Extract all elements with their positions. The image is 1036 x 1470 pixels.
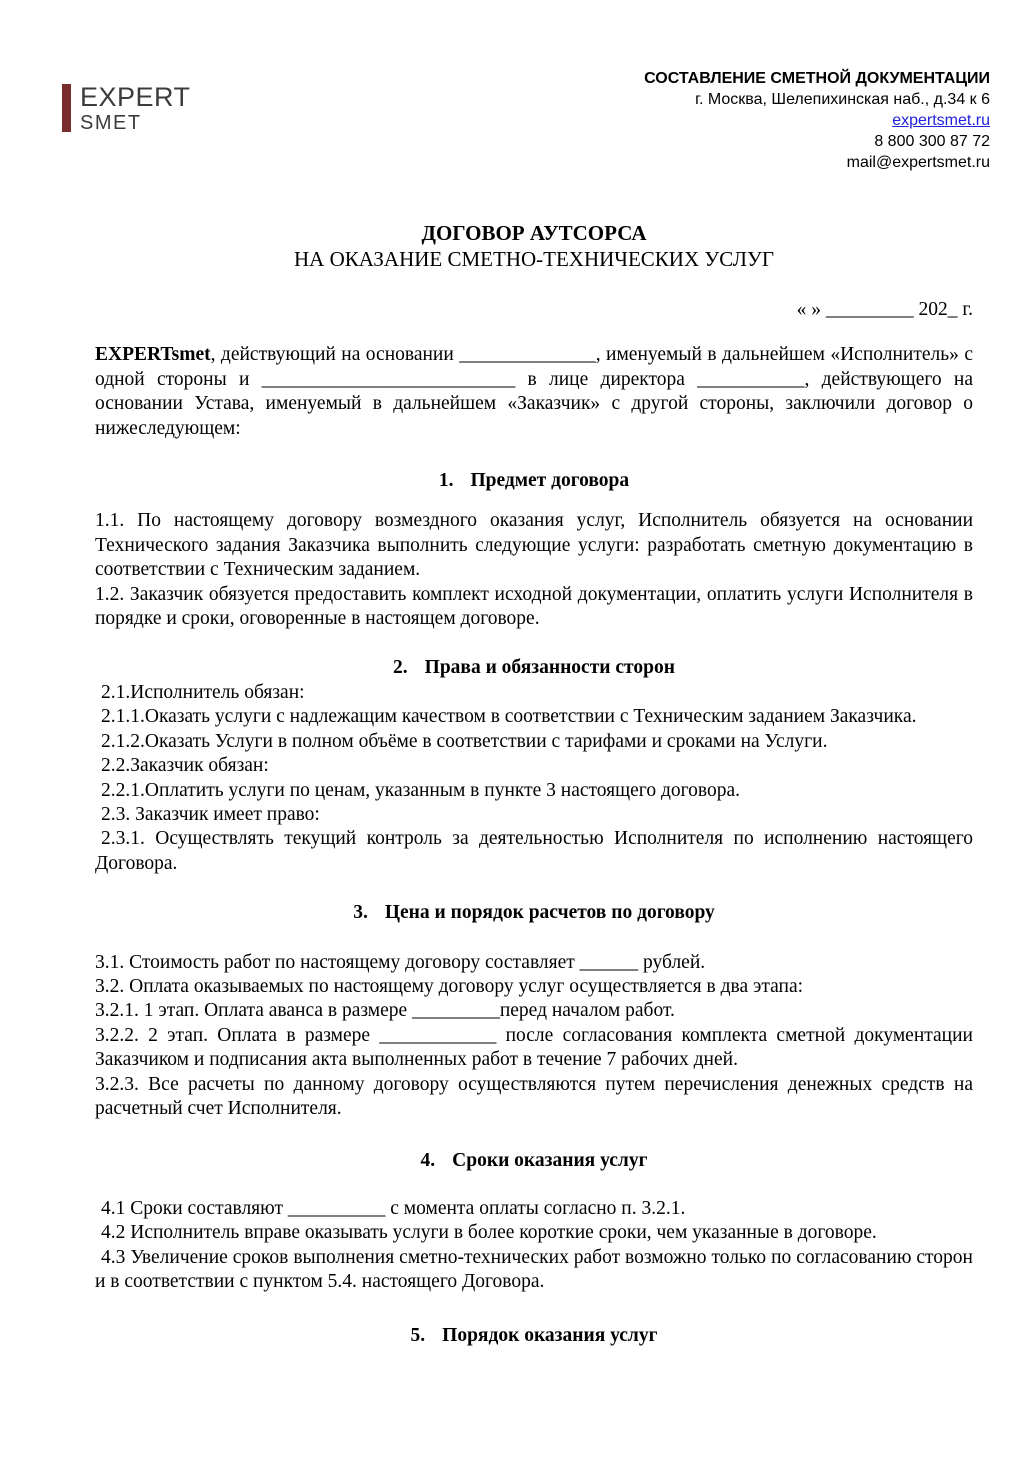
clause-1-1: 1.1. По настоящему договору возмездного оказания услуг, Исполнитель обязуется на основании Технического задания Заказчика выполнить следующие услуги: разработать сметную документацию в соответствии с Техническим заданием.: [95, 510, 973, 581]
section-1-number: 1.: [438, 470, 454, 492]
intro-text: , действующий на основании ______________, именуемый в дальнейшем «Исполнитель» с одной стороны и __________________________ в лице директора ___________, действующего на основании Устава, именуемый в дальнейшем «Заказчик» с другой стороны, заключили договор о нижеследующем:: [95, 344, 973, 439]
clause-2-1-2: 2.1.2.Оказать Услуги в полном объёме в соответствии с тарифами и сроками на Услуги.: [101, 730, 828, 752]
clause-3-2: 3.2. Оплата оказываемых по настоящему договору услуг осуществляется в два этапа:: [95, 975, 804, 997]
section-3-title: Цена и порядок расчетов по договору: [384, 902, 715, 924]
logo-text: [80, 84, 191, 133]
clause-3-1: 3.1. Стоимость работ по настоящему договору составляет ______ рублей.: [95, 951, 706, 973]
clause-2-2-1: 2.2.1.Оплатить услуги по ценам, указанным в пункте 3 настоящего договора.: [101, 779, 740, 801]
section-1-title: Предмет договора: [470, 470, 630, 492]
contact-block: [644, 68, 990, 173]
expertsmet-logo: [62, 84, 191, 133]
section-5: [95, 1324, 973, 1348]
contact-title: СОСТАВЛЕНИЕ СМЕТНОЙ ДОКУМЕНТАЦИИ: [644, 70, 990, 87]
section-4-heading: [95, 1149, 973, 1173]
contact-email: mail@expertsmet.ru: [846, 154, 990, 171]
section-2-heading: [95, 656, 973, 680]
clause-3-2-3: 3.2.3. Все расчеты по данному договору осуществляются путем перечисления денежных средств на расчетный счет Исполнителя.: [95, 1073, 973, 1119]
logo-text-expert: EXPERT: [80, 82, 191, 112]
section-4-title: Сроки оказания услуг: [452, 1150, 648, 1172]
logo-text-smet: SMET: [80, 112, 142, 134]
clause-2-2: 2.2.Заказчик обязан:: [101, 755, 269, 777]
clause-4-3: 4.3 Увеличение сроков выполнения сметно-технических работ возможно только по согласованию сторон и в соответствии с пунктом 5.4. настоящего Договора.: [95, 1246, 973, 1292]
document-title: [95, 220, 973, 272]
section-4-number: 4.: [420, 1150, 436, 1172]
clause-1-2: 1.2. Заказчик обязуется предоставить комплект исходной документации, оплатить услуги Исполнителя в порядке и сроки, оговоренные в настоящем договоре.: [95, 583, 973, 630]
document-body: [95, 220, 973, 1349]
section-2-number: 2.: [393, 657, 408, 679]
section-1: [95, 469, 973, 631]
clause-2-3: 2.3. Заказчик имеет право:: [101, 803, 320, 825]
intro-company-name: EXPERTsmet: [95, 344, 211, 366]
section-3: [95, 901, 973, 1121]
website-link[interactable]: expertsmet.ru: [892, 112, 990, 129]
contact-website-row: [644, 110, 990, 131]
logo-bar: [62, 84, 71, 132]
section-5-number: 5.: [410, 1325, 426, 1347]
page-header: [0, 0, 1036, 173]
contact-address: г. Москва, Шелепихинская наб., д.34 к 6: [695, 91, 990, 108]
date-line: « » _________ 202_ г.: [796, 299, 973, 320]
section-5-title: Порядок оказания услуг: [442, 1325, 658, 1347]
document-title-line1: ДОГОВОР АУТСОРСА: [421, 221, 647, 245]
section-1-heading: [95, 469, 973, 493]
clause-4-2: 4.2 Исполнитель вправе оказывать услуги в более короткие сроки, чем указанные в договоре.: [101, 1222, 877, 1244]
section-5-heading: [95, 1324, 973, 1348]
section-4: [95, 1149, 973, 1294]
clause-4-1: 4.1 Сроки составляют __________ с момента оплаты согласно п. 3.2.1.: [101, 1197, 686, 1219]
clause-2-1: 2.1.Исполнитель обязан:: [101, 681, 305, 703]
section-3-heading: [95, 901, 973, 925]
section-2: [95, 656, 973, 876]
intro-paragraph: [95, 343, 973, 441]
contact-phone: 8 800 300 87 72: [874, 133, 990, 150]
section-3-number: 3.: [353, 902, 368, 924]
clause-3-2-1: 3.2.1. 1 этап. Оплата аванса в размере _________перед началом работ.: [95, 1000, 675, 1022]
section-2-title: Права и обязанности сторон: [424, 657, 675, 679]
clause-2-3-1: 2.3.1. Осуществлять текущий контроль за деятельностью Исполнителя по исполнению настоящего Договора.: [95, 828, 973, 874]
clause-2-1-1: 2.1.1.Оказать услуги с надлежащим качеством в соответствии с Техническим заданием Заказчика.: [101, 706, 917, 728]
clause-3-2-2: 3.2.2. 2 этап. Оплата в размере ____________ после согласования комплекта сметной документации Заказчиком и подписания акта выполненных работ в течение 7 рабочих дней.: [95, 1024, 973, 1071]
document-title-line2: НА ОКАЗАНИЕ СМЕТНО-ТЕХНИЧЕСКИХ УСЛУГ: [294, 247, 774, 271]
